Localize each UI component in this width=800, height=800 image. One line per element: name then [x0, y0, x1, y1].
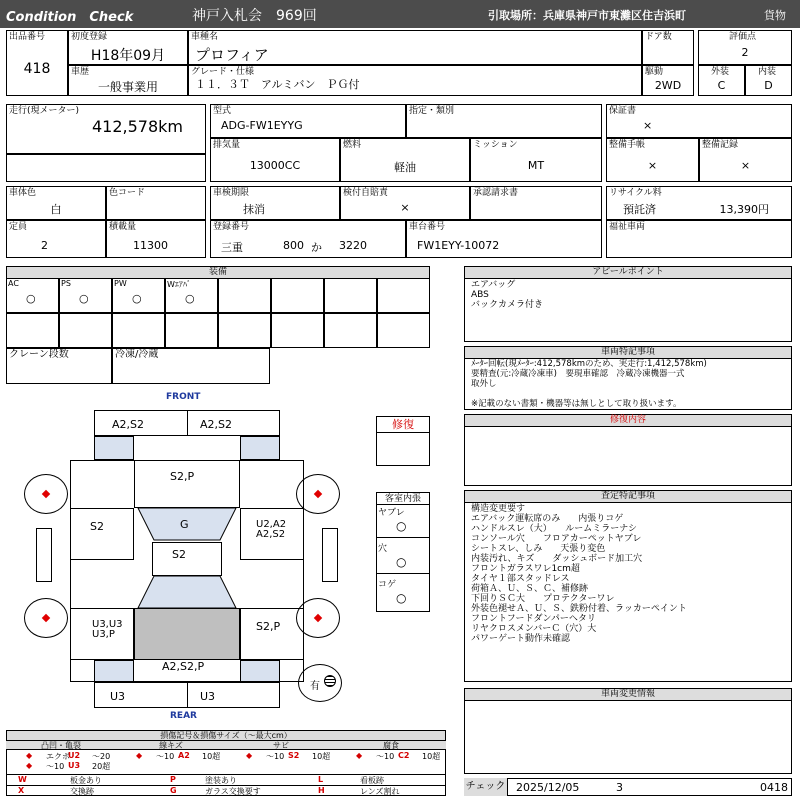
- corner-front-left: [94, 436, 134, 460]
- car-name-label: 車種名: [191, 32, 219, 42]
- inspector-notes-panel: [464, 490, 792, 682]
- exterior-label: 外装: [711, 67, 730, 77]
- history-value: 一般事業用: [97, 80, 158, 94]
- legend-code-desc: 塗装あり: [205, 776, 237, 785]
- damage-rear-left: U3,U3 U3,P: [92, 619, 123, 640]
- load-value: 11300: [133, 239, 168, 252]
- capacity-value: 2: [41, 239, 48, 252]
- first-registration-value: H18年09月: [90, 48, 166, 64]
- car-name-cell: [188, 30, 642, 65]
- drive-value: 2WD: [654, 79, 682, 92]
- drive-cell: [642, 65, 694, 96]
- recycle-amount: 13,390円: [719, 203, 769, 216]
- hood-panel: [134, 460, 240, 508]
- legend-code-letter: P: [170, 775, 176, 784]
- special-notes-title: 車両特記事項: [465, 347, 791, 359]
- pickup-location: 引取場所：兵庫県神戸市東灘区住吉浜町: [488, 9, 686, 22]
- registration-cell: [210, 220, 406, 258]
- check-label: チェック: [464, 778, 508, 796]
- legend-code-desc: 板金あり: [70, 776, 102, 785]
- fuel-value: 軽油: [394, 161, 416, 174]
- warranty-label: 保証書: [609, 106, 637, 116]
- approval-cell: [470, 186, 602, 220]
- spare-tire-label: 有: [310, 681, 320, 692]
- legend-size-b: ～20: [92, 752, 111, 761]
- registration-label: 登録番号: [213, 222, 250, 232]
- freezer-label: 冷凍/冷蔵: [115, 349, 159, 360]
- equipment-cell: [271, 278, 324, 313]
- colorcode-cell: [106, 186, 206, 220]
- change-info-title: 車両変更情報: [465, 689, 791, 701]
- appeal-panel: [464, 266, 792, 342]
- record-cell: [699, 138, 792, 182]
- legend-code-desc: ガラス交換要す: [205, 787, 261, 796]
- inspector-notes-title: 査定特記事項: [465, 491, 791, 503]
- interior-value: D: [764, 79, 773, 92]
- colorcode-label: 色コード: [109, 188, 146, 198]
- model-value: ADG-FW1EYYG: [221, 119, 303, 132]
- equipment-cell: [218, 278, 271, 313]
- chassis-cell: [406, 220, 602, 258]
- freezer-cell: [112, 348, 270, 384]
- legend-size-a: ～10: [376, 752, 395, 761]
- spare-tire-icon: [324, 675, 336, 687]
- crane-label: クレーン段数: [9, 349, 69, 360]
- mission-value: MT: [527, 159, 545, 172]
- legend-size-b: 20超: [92, 762, 111, 771]
- legend-group-name: 腐食: [336, 741, 446, 750]
- appeal-title: アピールポイント: [465, 267, 791, 279]
- repair-content-panel: [464, 414, 792, 486]
- model-label: 型式: [213, 106, 232, 116]
- registration-num1: 800: [283, 239, 304, 252]
- damage-bottom-right: U3: [200, 690, 216, 703]
- displacement-cell: [210, 138, 340, 182]
- mileage-label: 走行(現メーター): [9, 106, 80, 116]
- equipment-mark: ○: [79, 292, 89, 305]
- damage-right-door: U2,A2 A2,S2: [256, 519, 287, 540]
- front-label: FRONT: [166, 392, 201, 402]
- capacity-cell: [6, 220, 106, 258]
- center-panel: [152, 542, 222, 576]
- recycle-label: リサイクル料: [609, 188, 662, 198]
- designation-label: 指定・類別: [409, 106, 455, 116]
- cabin-item-mark: ○: [396, 519, 407, 533]
- legend-code-letter: X: [18, 786, 25, 795]
- equipment-mark: ○: [185, 292, 195, 305]
- color-value: 白: [50, 203, 62, 216]
- chassis-value: FW1EYY-10072: [417, 239, 500, 252]
- legend-diamond: ◆: [246, 751, 253, 760]
- drive-label: 駆動: [645, 67, 664, 77]
- mission-cell: [470, 138, 602, 182]
- load-cell: [106, 220, 206, 258]
- damage-glass: G: [180, 518, 189, 531]
- equipment-label: AC: [8, 279, 19, 288]
- mileage-cell: [6, 104, 206, 154]
- legend-title: 損傷記号＆損傷サイズ（～最大cm）: [7, 731, 445, 741]
- color-label: 車体色: [9, 188, 37, 198]
- legend-code: C2: [398, 751, 410, 760]
- chassis-label: 車台番号: [409, 222, 446, 232]
- equipment-cell: [271, 313, 324, 348]
- corner-rear-right: [240, 660, 280, 682]
- legend-group-name: 凸凹・亀裂: [6, 741, 116, 750]
- interior-cell: [745, 65, 792, 96]
- grade-cell: [188, 65, 642, 96]
- legend-diamond: ◆: [26, 751, 33, 760]
- damage-rear-right: S2,P: [256, 620, 281, 633]
- score-cell: [698, 30, 792, 65]
- legend-size-a: エクボ: [46, 752, 70, 761]
- exterior-cell: [698, 65, 745, 96]
- self-liability-cell: [340, 186, 470, 220]
- cabin-divider: [376, 573, 430, 574]
- doors-label: ドア数: [645, 32, 672, 42]
- inspection-value: 抹消: [243, 203, 265, 216]
- special-notes-text: ﾒｰﾀｰ回転(現ﾒｰﾀｰ:412,578kmのため、実走行:1,412,578km) 要精査(元:冷蔵冷凍車) 要現車確認 冷蔵冷凍機器一式 取外し ※記載のない書類・機器等は無しとして取り扱います。: [471, 359, 707, 409]
- inspection-label: 車検期限: [213, 188, 250, 198]
- legend-size-b: 10超: [422, 752, 441, 761]
- corner-front-right: [240, 436, 280, 460]
- cabin-divider: [376, 537, 430, 538]
- grade-value: １１．３Ｔ アルミバン ＰＧ付: [195, 78, 360, 91]
- color-cell: [6, 186, 106, 220]
- legend-size-b: 10超: [312, 752, 331, 761]
- fuel-label: 燃料: [343, 140, 362, 150]
- legend-size-a: ～10: [266, 752, 285, 761]
- cabin-item-label: コゲ: [378, 580, 397, 590]
- legend-code-desc: レンズ割れ: [360, 787, 400, 796]
- damage-center: S2: [172, 548, 186, 561]
- cabin-item-mark: ○: [396, 591, 407, 605]
- special-notes-panel: [464, 346, 792, 410]
- mission-label: ミッション: [473, 140, 518, 150]
- equipment-cell: [6, 313, 59, 348]
- record-value: ×: [740, 159, 751, 172]
- equipment-mark: ○: [132, 292, 142, 305]
- auction-title: 神戸入札会 969回: [192, 8, 317, 24]
- manual-label: 整備手帳: [609, 140, 646, 150]
- registration-kana: か: [311, 241, 322, 254]
- legend-code-letter: L: [318, 775, 324, 784]
- legend-group-name: 線キズ: [116, 741, 226, 750]
- fuel-cell: [340, 138, 470, 182]
- legend-code: S2: [288, 751, 300, 760]
- crane-cell: [6, 348, 112, 384]
- legend-code: U3: [68, 761, 81, 770]
- welfare-label: 福祉車両: [609, 222, 646, 232]
- change-info-panel: [464, 688, 792, 774]
- mileage-value: 412,578km: [91, 117, 183, 136]
- model-cell: [210, 104, 406, 138]
- left-door-panel: [70, 508, 134, 560]
- legend-code: A2: [178, 751, 190, 760]
- exterior-value: C: [717, 79, 726, 92]
- equipment-cell: [112, 313, 165, 348]
- cabin-item-label: 穴: [378, 544, 388, 554]
- repair-content-title: 修復内容: [465, 415, 791, 427]
- brand-title: Condition Check: [6, 10, 134, 25]
- history-label: 車歴: [71, 67, 90, 77]
- inspector-notes-text: 構造変更要す エアバック運転席のみ 内張りコゲ ハンドルスレ（大） ルームミラーナシ コンソール穴 フロアカーペットヤブレ シートスレ、しみ 天張り変色 内装汚れ、キズ ダッシュボード加工穴 フロントガラスワレ1cm超 タイヤ１部スタッドレス 荷箱Ａ、Ｕ、Ｓ、Ｃ、補修跡 下回りＳＣ大 プロテクターワレ 外装色褪せＡ、Ｕ、Ｓ、鉄粉付着、ラッカーペイント フロントフードダンパーヘタリ リヤクロスメンバーＣ（穴）大 パワーゲート動作未確認: [471, 504, 687, 644]
- mileage-blank: [6, 154, 206, 182]
- rear-right-panel: [240, 608, 304, 660]
- check-row: [464, 778, 792, 796]
- equipment-label: PW: [114, 279, 127, 288]
- approval-label: 承認請求書: [473, 188, 519, 198]
- displacement-label: 排気量: [213, 140, 241, 150]
- designation-cell: [406, 104, 602, 138]
- cabin-item-label: ヤブレ: [378, 508, 405, 518]
- legend-code: U2: [68, 751, 81, 760]
- lot-number-value: 418: [23, 61, 51, 77]
- doors-cell: [642, 30, 694, 65]
- legend-diamond: ◆: [136, 751, 143, 760]
- manual-cell: [606, 138, 699, 182]
- legend-code-letter: W: [18, 775, 27, 784]
- capacity-label: 定員: [9, 222, 28, 232]
- check-date: 2025/12/05: [516, 781, 580, 794]
- lot-number-cell: [6, 30, 68, 96]
- load-label: 積載量: [109, 222, 137, 232]
- equipment-cell: [324, 278, 377, 313]
- score-value: 2: [741, 46, 749, 59]
- front-bumper-divider: [187, 410, 188, 436]
- welfare-cell: [606, 220, 792, 258]
- cabin-item-mark: ○: [396, 555, 407, 569]
- registration-pref: 三重: [221, 241, 243, 254]
- equipment-label: PS: [61, 279, 71, 288]
- equipment-cell: [324, 313, 377, 348]
- damage-top-right: A2,S2: [200, 418, 233, 431]
- legend-size-a: ～10: [156, 752, 175, 761]
- equipment-cell: [59, 313, 112, 348]
- first-registration-cell: [68, 30, 188, 65]
- legend-code-desc: 看板跡: [360, 776, 384, 785]
- vehicle-category: 貨物: [764, 9, 786, 22]
- cabin-title: 客室内張: [377, 493, 429, 505]
- repair-history-box: [376, 416, 430, 466]
- recycle-status: 預託済: [623, 203, 656, 216]
- score-label: 評価点: [729, 32, 757, 42]
- equipment-cell: [377, 278, 430, 313]
- damage-hood: S2,P: [170, 470, 195, 483]
- legend-size-a: ～10: [46, 762, 65, 771]
- damage-bottom-left: U3: [110, 690, 126, 703]
- legend-code-letter: G: [170, 786, 177, 795]
- inspection-cell: [210, 186, 340, 220]
- damage-left-door: S2: [90, 520, 104, 533]
- rear-bumper-divider: [187, 682, 188, 708]
- legend-diamond: ◆: [26, 761, 33, 770]
- legend-code-letter: H: [318, 786, 325, 795]
- self-liability-label: 検付自賠責: [343, 188, 389, 198]
- recycle-cell: [606, 186, 792, 220]
- warranty-value: ×: [643, 119, 653, 132]
- corner-rear-left: [94, 660, 134, 682]
- car-name-value: プロフィア: [195, 46, 269, 64]
- lot-number-label: 出品番号: [9, 32, 46, 42]
- legend-size-b: 10超: [202, 752, 221, 761]
- equipment-cell: [165, 313, 218, 348]
- damage-top-left: A2,S2: [112, 418, 145, 431]
- legend-code-desc: 交換跡: [70, 787, 94, 796]
- rear-label: REAR: [170, 711, 197, 721]
- check-num: 3: [616, 781, 623, 794]
- warranty-cell: [606, 104, 792, 138]
- appeal-text: エアバッグ ABS バックカメラ付き: [471, 280, 544, 310]
- damage-rear-center: A2,S2,P: [162, 660, 205, 673]
- equipment-title: 装備: [7, 267, 429, 279]
- self-liability-value: ×: [400, 201, 410, 214]
- manual-value: ×: [647, 159, 658, 172]
- check-code: 0418: [760, 781, 788, 794]
- repair-history-marker: 修復: [377, 417, 429, 433]
- mirror-right: [322, 528, 338, 582]
- equipment-cell: [218, 313, 271, 348]
- legend-diamond: ◆: [356, 751, 363, 760]
- mirror-left: [36, 528, 52, 582]
- rear-center-gray: [134, 608, 240, 660]
- history-cell: [68, 65, 188, 96]
- equipment-mark: ○: [26, 292, 36, 305]
- grade-label: グレード・仕様: [191, 67, 255, 77]
- record-label: 整備記録: [702, 140, 739, 150]
- equipment-label: Wｴｱﾊﾞ: [167, 280, 191, 289]
- equipment-cell: [377, 313, 430, 348]
- legend-group-name: サビ: [226, 741, 336, 750]
- first-registration-label: 初度登録: [71, 32, 108, 42]
- interior-label: 内装: [758, 67, 777, 77]
- registration-num2: 3220: [339, 239, 367, 252]
- displacement-value: 13000CC: [249, 159, 301, 172]
